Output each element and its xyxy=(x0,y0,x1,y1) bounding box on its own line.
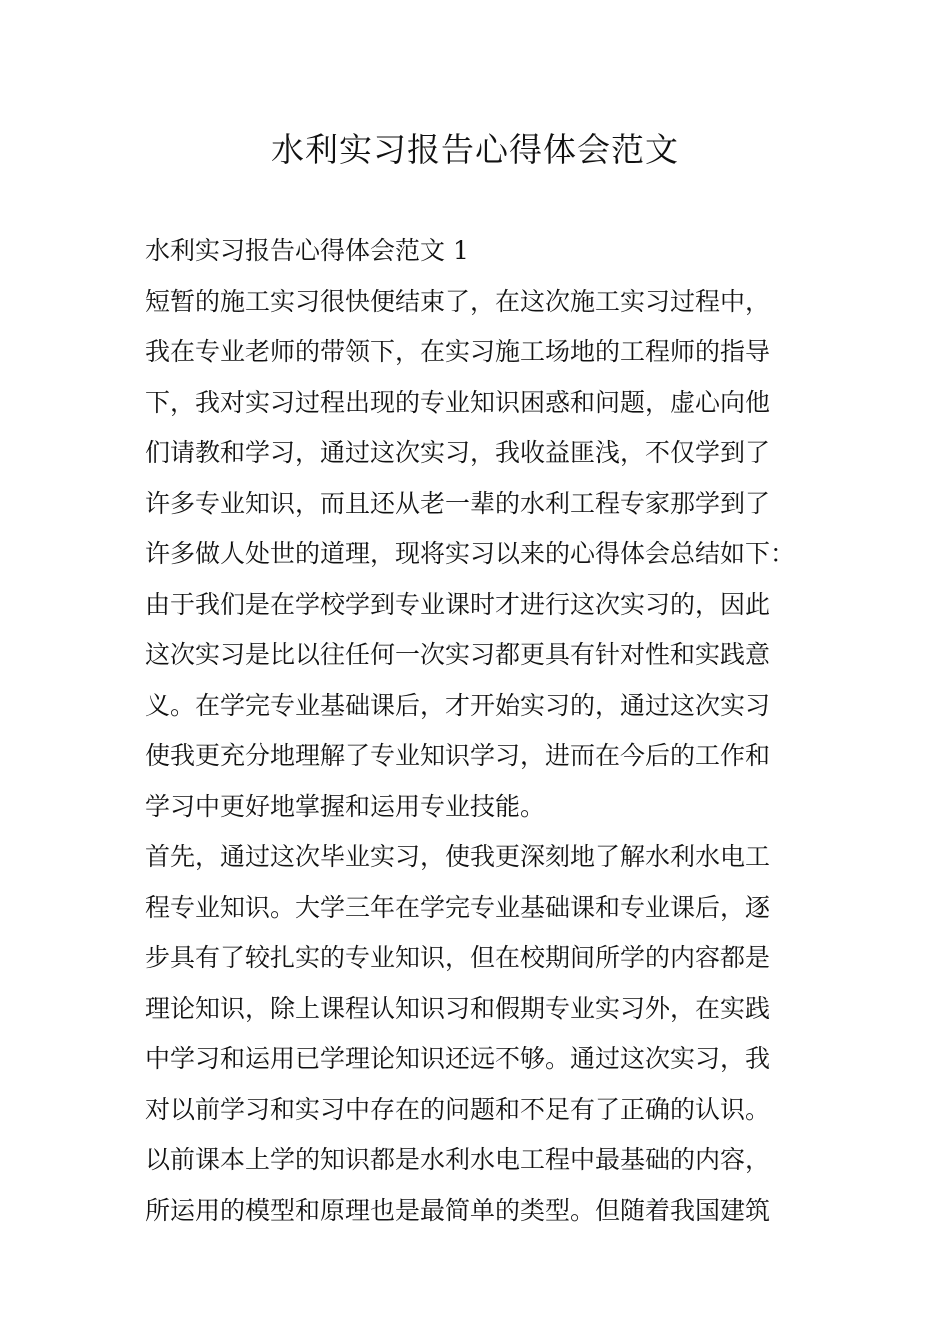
text-line-8: 由于我们是在学校学到专业课时才进行这次实习的，因此 xyxy=(145,589,771,619)
text-line-10: 义。在学完专业基础课后，才开始实习的，通过这次实习 xyxy=(145,690,771,720)
page-title: 水利实习报告心得体会范文 xyxy=(271,130,679,169)
text-line-7: 许多做人处世的道理，现将实习以来的心得体会总结如下： xyxy=(145,539,796,568)
text-line-16: 理论知识，除上课程认知识习和假期专业实习外，在实践 xyxy=(145,993,771,1023)
text-line-11: 使我更充分地理解了专业知识学习，进而在今后的工作和 xyxy=(145,741,771,770)
text-line-2: 短暂的施工实习很快便结束了，在这次施工实习过程中， xyxy=(145,286,771,316)
document-body xyxy=(145,226,810,1236)
text-line-14: 程专业知识。大学三年在学完专业基础课和专业课后，逐 xyxy=(145,892,771,922)
text-line-5: 们请教和学习，通过这次实习，我收益匪浅，不仅学到了 xyxy=(145,438,771,467)
text-line-15: 步具有了较扎实的专业知识，但在校期间所学的内容都是 xyxy=(145,943,771,972)
text-line-17: 中学习和运用已学理论知识还远不够。通过这次实习，我 xyxy=(145,1044,771,1073)
text-line-20: 所运用的模型和原理也是最简单的类型。但随着我国建筑 xyxy=(145,1195,771,1225)
text-line-6: 许多专业知识，而且还从老一辈的水利工程专家那学到了 xyxy=(145,488,771,518)
text-line-4: 下，我对实习过程出现的专业知识困惑和问题，虚心向他 xyxy=(145,387,771,417)
text-line-18: 对以前学习和实习中存在的问题和不足有了正确的认识。 xyxy=(145,1094,771,1124)
text-line-12: 学习中更好地掌握和运用专业技能。 xyxy=(145,791,546,821)
text-line-1: 水利实习报告心得体会范文 1 xyxy=(145,236,469,265)
text-line-9: 这次实习是比以往任何一次实习都更具有针对性和实践意 xyxy=(145,640,771,669)
text-line-19: 以前课本上学的知识都是水利水电工程中最基础的内容， xyxy=(145,1145,771,1174)
text-line-13: 首先，通过这次毕业实习，使我更深刻地了解水利水电工 xyxy=(145,842,771,871)
text-line-3: 我在专业老师的带领下，在实习施工场地的工程师的指导 xyxy=(145,337,771,366)
